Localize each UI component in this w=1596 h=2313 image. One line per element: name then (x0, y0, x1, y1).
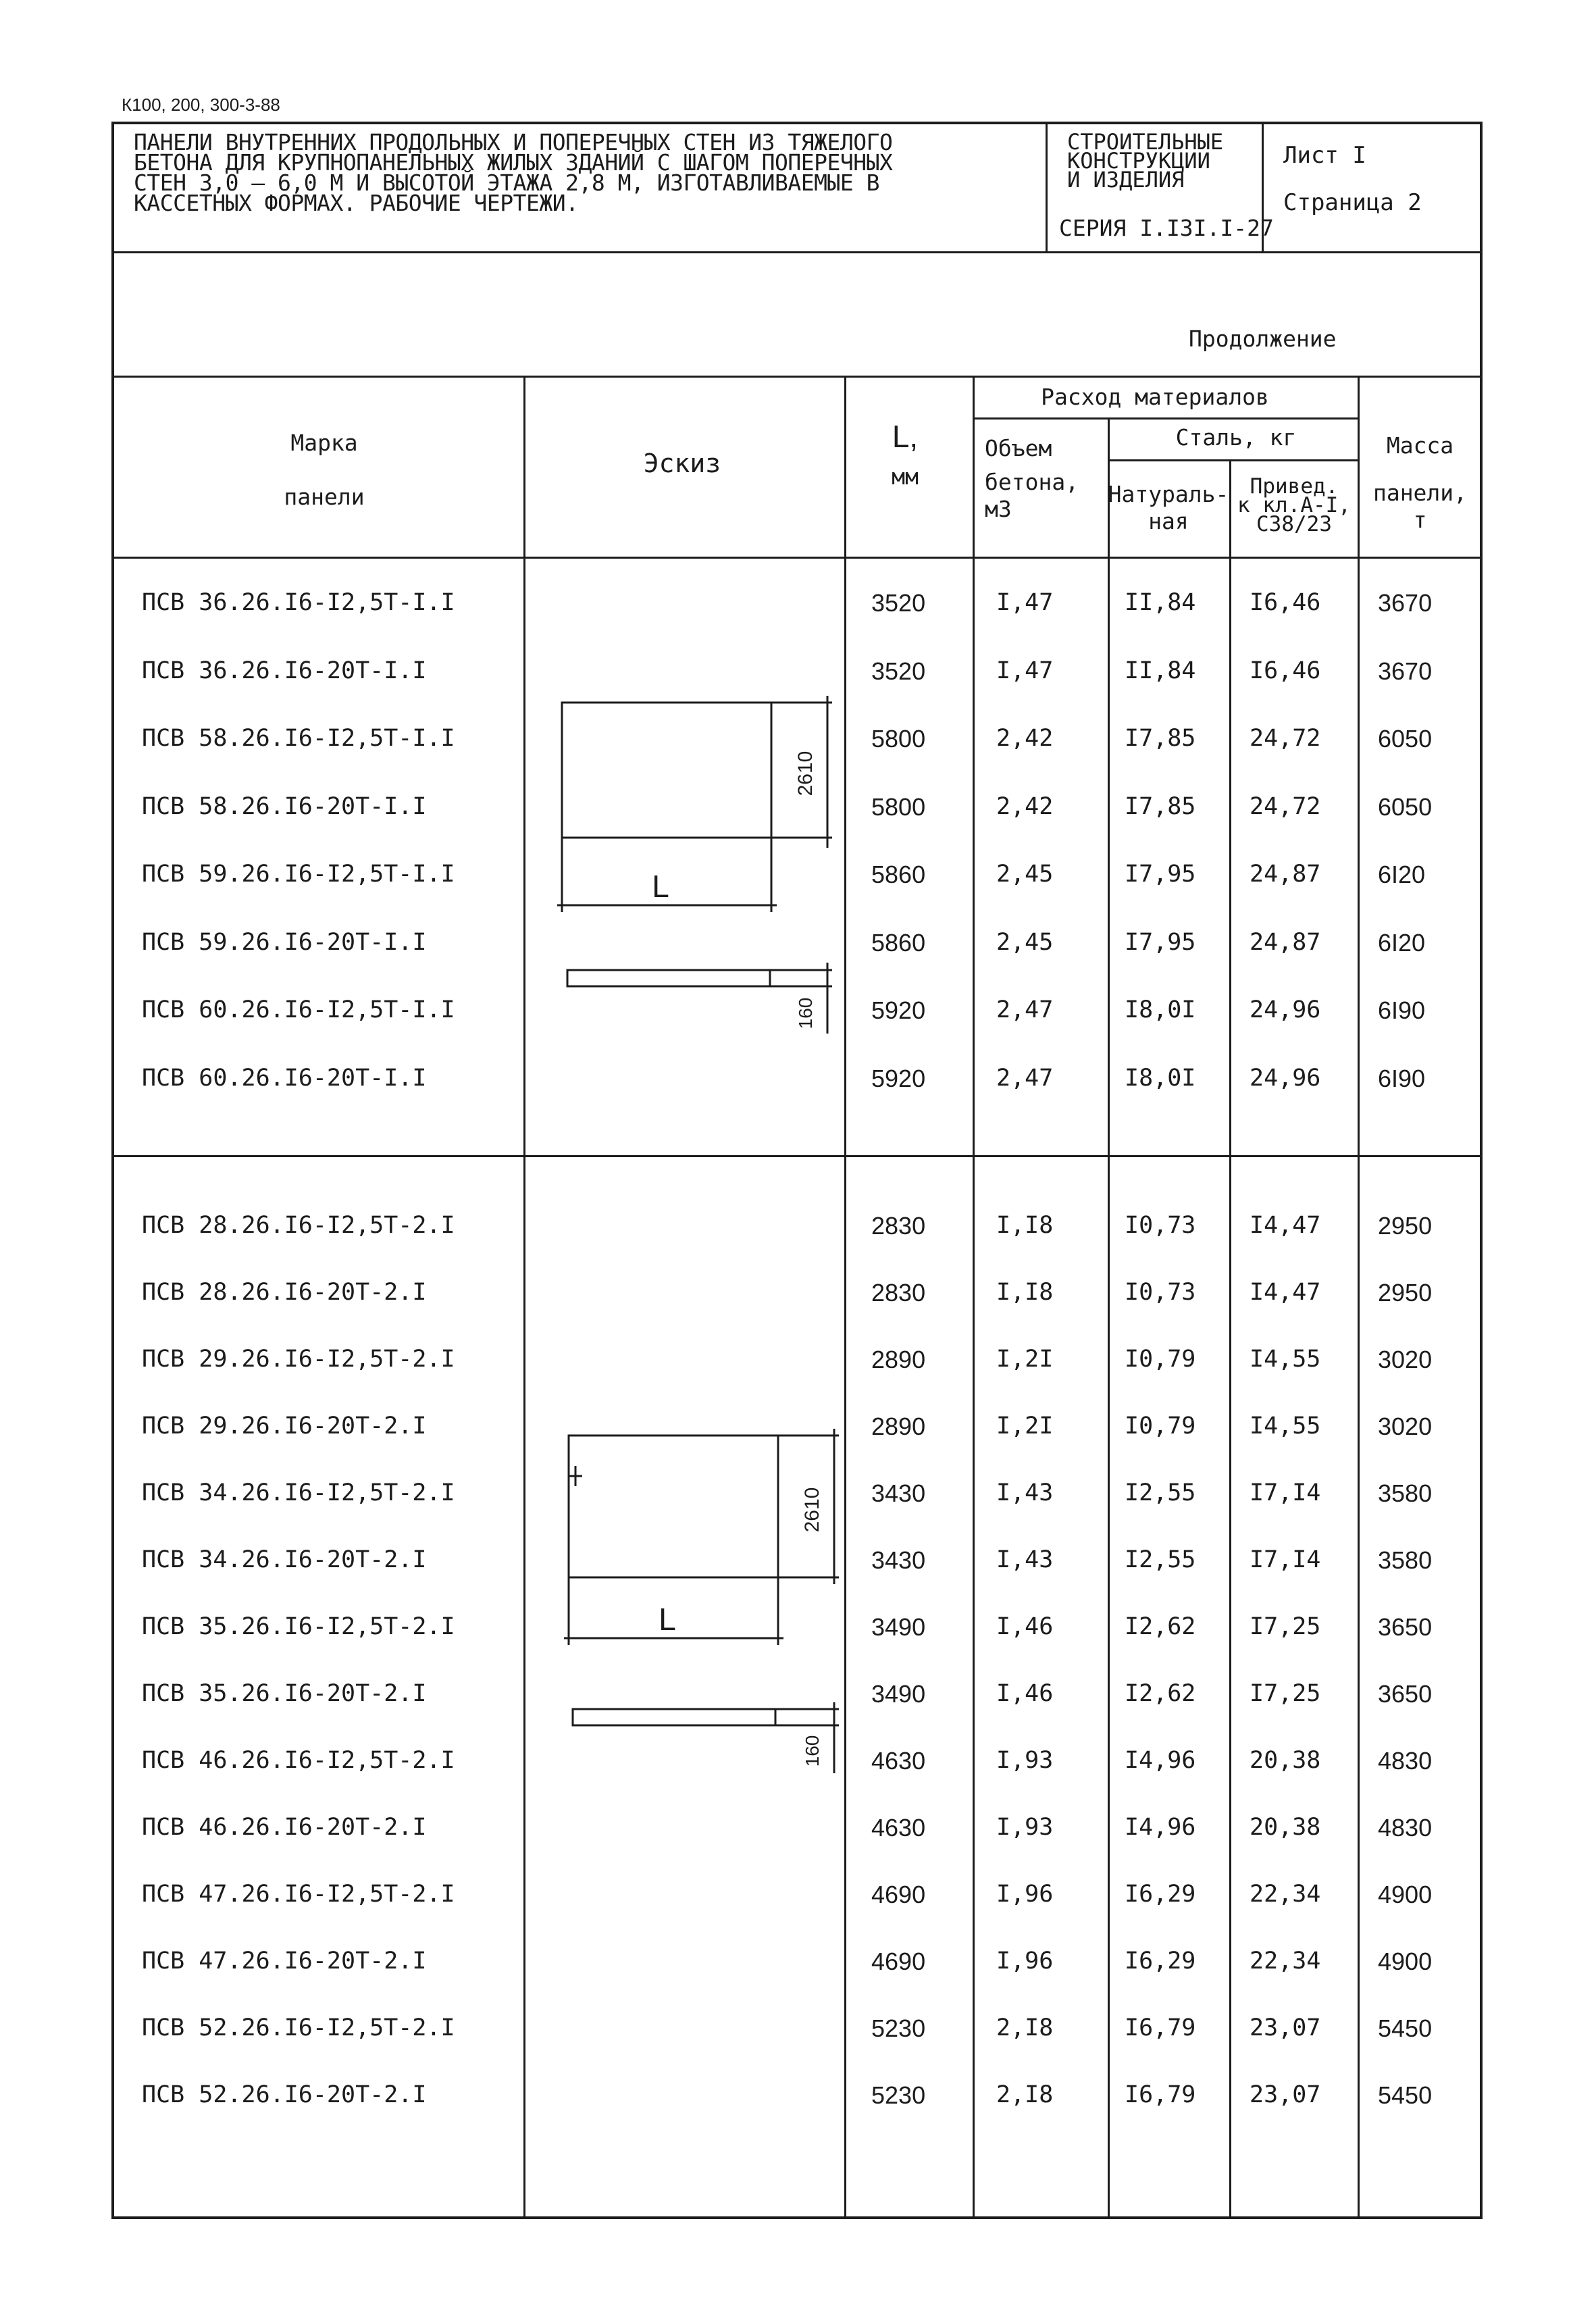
panel-mass-cell: 6I90 (1378, 996, 1426, 1024)
concrete-volume-cell: I,2I (996, 1413, 1054, 1440)
panel-mark-cell: ПСВ 34.26.I6-20Т-2.I (142, 1546, 427, 1573)
length-cell: 2890 (871, 1346, 926, 1373)
panel-mark-cell: ПСВ 28.26.I6-20Т-2.I (142, 1279, 427, 1306)
panel-mark-cell: ПСВ 52.26.I6-I2,5Т-2.I (142, 2014, 455, 2041)
length-cell: 4630 (871, 1747, 926, 1775)
concrete-volume-cell: 2,42 (996, 725, 1054, 752)
header-reduced: Привед. к кл.А-I, С38/23 (1237, 474, 1351, 536)
length-cell: 5230 (871, 2081, 926, 2109)
sketch-length-label-1: L (652, 869, 669, 904)
panel-elevation-1 (562, 703, 771, 838)
panel-mass-cell: 4900 (1378, 1948, 1433, 1975)
sketch-height-label-2: 2610 (801, 1487, 823, 1533)
steel-reduced-cell: I4,47 (1250, 1279, 1321, 1306)
panel-mass-cell: 6I20 (1378, 861, 1426, 888)
sketch-height-label-1: 2610 (794, 751, 817, 796)
steel-natural-cell: II,84 (1125, 657, 1196, 684)
length-cell: 3430 (871, 1546, 926, 1574)
sketch-length-label-2: L (659, 1602, 676, 1637)
panel-mass-cell: 5450 (1378, 2014, 1433, 2042)
concrete-volume-cell: 2,45 (996, 928, 1054, 956)
steel-natural-cell: I6,29 (1125, 1881, 1196, 1908)
header-sketch: Эскиз (643, 449, 721, 478)
steel-reduced-cell: 20,38 (1250, 1814, 1321, 1841)
concrete-volume-cell: I,93 (996, 1747, 1054, 1774)
panel-mass-cell: 4830 (1378, 1747, 1433, 1775)
panel-mark-cell: ПСВ 46.26.I6-I2,5Т-2.I (142, 1747, 455, 1774)
panel-mark-cell: ПСВ 60.26.I6-I2,5Т-I.I (142, 996, 455, 1023)
steel-natural-cell: I2,62 (1125, 1613, 1196, 1640)
steel-natural-cell: I6,29 (1125, 1948, 1196, 1975)
length-cell: 5920 (871, 996, 926, 1024)
steel-natural-cell: I7,85 (1125, 725, 1196, 752)
length-cell: 2830 (871, 1279, 926, 1306)
steel-natural-cell: I6,79 (1125, 2081, 1196, 2108)
concrete-volume-cell: I,47 (996, 589, 1054, 616)
panel-mark-cell: ПСВ 36.26.I6-20Т-I.I (142, 657, 427, 684)
concrete-volume-cell: 2,47 (996, 1064, 1054, 1092)
concrete-volume-cell: 2,47 (996, 996, 1054, 1023)
length-cell: 2890 (871, 1413, 926, 1440)
concrete-volume-cell: I,43 (996, 1546, 1054, 1573)
steel-reduced-cell: 24,72 (1250, 725, 1321, 752)
panel-mark-cell: ПСВ 46.26.I6-20Т-2.I (142, 1814, 427, 1841)
sketch-group-1 (557, 696, 832, 1034)
steel-natural-cell: I8,0I (1125, 996, 1196, 1023)
length-cell: 4690 (871, 1881, 926, 1908)
steel-reduced-cell: 20,38 (1250, 1747, 1321, 1774)
concrete-volume-cell: 2,42 (996, 792, 1054, 820)
steel-reduced-cell: 23,07 (1250, 2081, 1321, 2108)
sketch-thickness-label-2: 160 (802, 1735, 823, 1767)
panel-section-1 (567, 970, 770, 986)
panel-mass-cell: 3580 (1378, 1546, 1433, 1574)
concrete-volume-cell: I,2I (996, 1346, 1054, 1373)
panel-mass-cell: 3020 (1378, 1346, 1433, 1373)
panel-mark-cell: ПСВ 28.26.I6-I2,5Т-2.I (142, 1212, 455, 1239)
steel-reduced-cell: I4,55 (1250, 1346, 1321, 1373)
panel-mass-cell: 5450 (1378, 2081, 1433, 2109)
length-cell: 3520 (871, 657, 926, 685)
steel-reduced-cell: I7,I4 (1250, 1546, 1321, 1573)
concrete-volume-cell: I,46 (996, 1613, 1054, 1640)
concrete-volume-cell: 2,45 (996, 861, 1054, 888)
panel-mass-cell: 4900 (1378, 1881, 1433, 1908)
length-cell: 5860 (871, 861, 926, 888)
length-cell: 5800 (871, 725, 926, 753)
panel-elevation-2 (569, 1435, 778, 1577)
length-cell: 5230 (871, 2014, 926, 2042)
panel-mass-cell: 2950 (1378, 1279, 1433, 1306)
panel-mass-cell: 3670 (1378, 657, 1433, 685)
panel-mass-cell: 2950 (1378, 1212, 1433, 1240)
steel-natural-cell: I7,85 (1125, 792, 1196, 820)
header-natural: Натураль- ная (1108, 481, 1229, 534)
length-cell: 3490 (871, 1680, 926, 1708)
panel-mass-cell: 3020 (1378, 1413, 1433, 1440)
steel-reduced-cell: 24,72 (1250, 792, 1321, 820)
steel-reduced-cell: 23,07 (1250, 2014, 1321, 2041)
steel-natural-cell: I0,73 (1125, 1212, 1196, 1239)
concrete-volume-cell: I,43 (996, 1479, 1054, 1506)
panel-mass-cell: 3650 (1378, 1613, 1433, 1641)
panel-mark-cell: ПСВ 29.26.I6-20Т-2.I (142, 1413, 427, 1440)
concrete-volume-cell: I,46 (996, 1680, 1054, 1707)
steel-reduced-cell: I7,I4 (1250, 1479, 1321, 1506)
steel-reduced-cell: 22,34 (1250, 1948, 1321, 1975)
document-title: ПАНЕЛИ ВНУТРЕННИХ ПРОДОЛЬНЫХ И ПОПЕРЕЧНЫХ СТЕН ИЗ ТЯЖЕЛОГО БЕТОНА ДЛЯ КРУПНОПАНЕЛЬНЫХ ЖИЛЫХ ЗДАНИЙ С ШАГОМ ПОПЕРЕЧНЫХ СТЕН 3,0 – 6,0 М И ВЫСОТОЙ ЭТАЖА 2,8 М, ИЗГОТАВЛИВАЕМЫЕ В КАССЕТНЫХ ФОРМАХ. РАБОЧИЕ ЧЕРТЕЖИ. (134, 129, 893, 216)
steel-reduced-cell: 24,87 (1250, 928, 1321, 956)
length-cell: 5800 (871, 792, 926, 821)
header-volume: Объем бетона, м3 (985, 435, 1079, 522)
steel-reduced-cell: I7,25 (1250, 1613, 1321, 1640)
steel-reduced-cell: 24,96 (1250, 1064, 1321, 1092)
steel-natural-cell: I4,96 (1125, 1814, 1196, 1841)
steel-natural-cell: I0,73 (1125, 1279, 1196, 1306)
length-cell: 4630 (871, 1814, 926, 1841)
steel-reduced-cell: I6,46 (1250, 657, 1321, 684)
steel-natural-cell: I0,79 (1125, 1413, 1196, 1440)
catalog-title: СТРОИТЕЛЬНЫЕ КОНСТРУКЦИИ И ИЗДЕЛИЯ (1067, 129, 1224, 193)
header-mark: Марка панели (284, 430, 365, 510)
panel-mark-cell: ПСВ 47.26.I6-I2,5Т-2.I (142, 1881, 455, 1908)
sketch-group-2 (564, 1429, 839, 1773)
panel-mark-cell: ПСВ 58.26.I6-20Т-I.I (142, 792, 427, 820)
sheet-number: Лист I (1283, 142, 1366, 169)
panel-mark-cell: ПСВ 29.26.I6-I2,5Т-2.I (142, 1346, 455, 1373)
steel-natural-cell: II,84 (1125, 589, 1196, 616)
length-cell: 4690 (871, 1948, 926, 1975)
steel-reduced-cell: I6,46 (1250, 589, 1321, 616)
panel-mark-cell: ПСВ 52.26.I6-20Т-2.I (142, 2081, 427, 2108)
panel-mark-cell: ПСВ 35.26.I6-20Т-2.I (142, 1680, 427, 1707)
steel-natural-cell: I2,55 (1125, 1546, 1196, 1573)
panel-mass-cell: 3580 (1378, 1479, 1433, 1507)
steel-reduced-cell: 22,34 (1250, 1881, 1321, 1908)
concrete-volume-cell: I,96 (996, 1881, 1054, 1908)
panel-mark-cell: ПСВ 34.26.I6-I2,5Т-2.I (142, 1479, 455, 1506)
concrete-volume-cell: I,96 (996, 1948, 1054, 1975)
steel-reduced-cell: I7,25 (1250, 1680, 1321, 1707)
continuation-label: Продолжение (1189, 326, 1337, 352)
concrete-volume-cell: I,I8 (996, 1279, 1054, 1306)
panel-mark-cell: ПСВ 36.26.I6-I2,5Т-I.I (142, 589, 455, 616)
panel-mark-cell: ПСВ 58.26.I6-I2,5Т-I.I (142, 725, 455, 752)
length-cell: 3490 (871, 1613, 926, 1641)
panel-mark-cell: ПСВ 59.26.I6-20Т-I.I (142, 928, 427, 956)
concrete-volume-cell: I,93 (996, 1814, 1054, 1841)
steel-natural-cell: I0,79 (1125, 1346, 1196, 1373)
steel-natural-cell: I8,0I (1125, 1064, 1196, 1092)
concrete-volume-cell: I,47 (996, 657, 1054, 684)
steel-natural-cell: I4,96 (1125, 1747, 1196, 1774)
header-mass: Масса панели, т (1372, 432, 1468, 533)
panel-mark-cell: ПСВ 47.26.I6-20Т-2.I (142, 1948, 427, 1975)
document-code: К100, 200, 300-3-88 (122, 95, 280, 115)
length-cell: 5860 (871, 928, 926, 957)
steel-natural-cell: I2,55 (1125, 1479, 1196, 1506)
panel-mass-cell: 6050 (1378, 725, 1433, 753)
panel-mass-cell: 6050 (1378, 792, 1433, 821)
length-cell: 3520 (871, 589, 926, 617)
panel-mark-cell: ПСВ 60.26.I6-20Т-I.I (142, 1064, 427, 1092)
panel-mass-cell: 3650 (1378, 1680, 1433, 1708)
steel-reduced-cell: 24,96 (1250, 996, 1321, 1023)
steel-natural-cell: I7,95 (1125, 861, 1196, 888)
panel-mass-cell: 4830 (1378, 1814, 1433, 1841)
concrete-volume-cell: 2,I8 (996, 2081, 1054, 2108)
steel-natural-cell: I6,79 (1125, 2014, 1196, 2041)
series-number: СЕРИЯ I.I3I.I-27 (1059, 215, 1274, 241)
header-materials: Расход материалов (1041, 384, 1269, 410)
panel-mass-cell: 3670 (1378, 589, 1433, 617)
steel-reduced-cell: 24,87 (1250, 861, 1321, 888)
header-steel: Сталь, кг (1175, 424, 1297, 451)
length-cell: 3430 (871, 1479, 926, 1507)
length-cell: 5920 (871, 1064, 926, 1092)
panel-mark-cell: ПСВ 59.26.I6-I2,5Т-I.I (142, 861, 455, 888)
header-length: L, мм (892, 419, 919, 490)
steel-natural-cell: I7,95 (1125, 928, 1196, 956)
panel-mass-cell: 6I90 (1378, 1064, 1426, 1092)
steel-reduced-cell: I4,55 (1250, 1413, 1321, 1440)
page-number: Страница 2 (1283, 189, 1422, 216)
steel-natural-cell: I2,62 (1125, 1680, 1196, 1707)
length-cell: 2830 (871, 1212, 926, 1240)
panel-section-2 (573, 1709, 775, 1725)
steel-reduced-cell: I4,47 (1250, 1212, 1321, 1239)
panel-mark-cell: ПСВ 35.26.I6-I2,5Т-2.I (142, 1613, 455, 1640)
concrete-volume-cell: 2,I8 (996, 2014, 1054, 2041)
concrete-volume-cell: I,I8 (996, 1212, 1054, 1239)
panel-mass-cell: 6I20 (1378, 928, 1426, 957)
sketch-thickness-label-1: 160 (795, 997, 816, 1030)
